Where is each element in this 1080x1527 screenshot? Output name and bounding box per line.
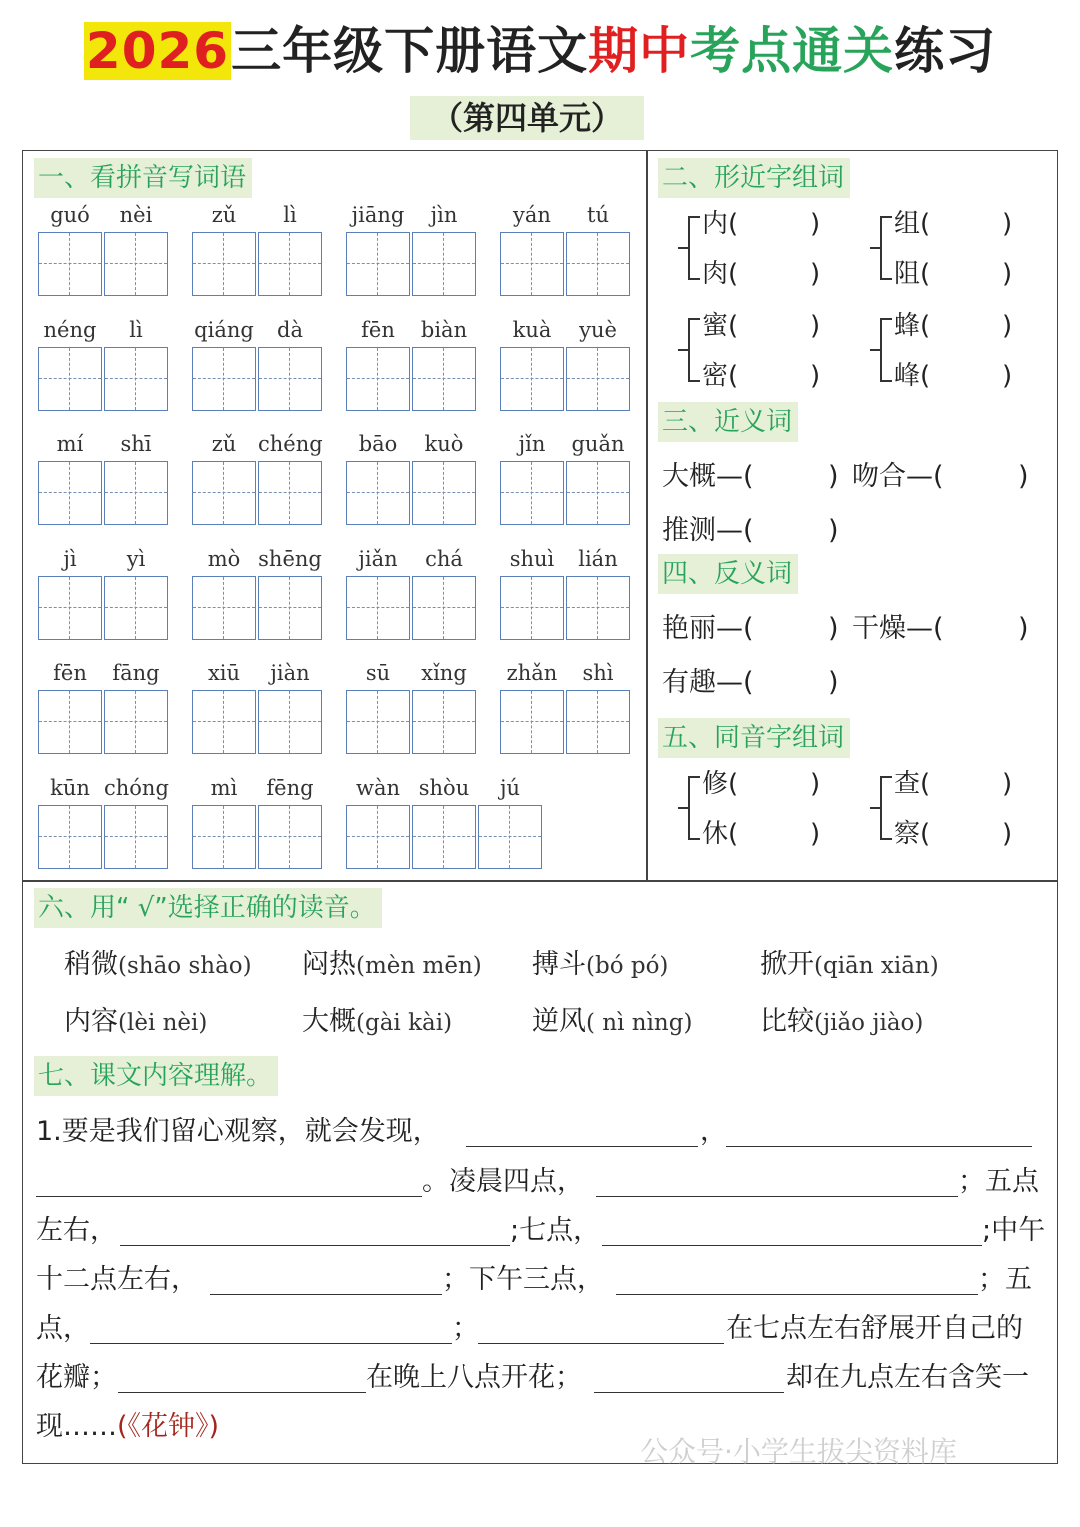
text-line: 1.要是我们留心观察，就会发现， bbox=[36, 1116, 440, 1147]
tianzige-box[interactable] bbox=[412, 347, 476, 411]
text-line: 在晚上八点开花； bbox=[366, 1362, 582, 1393]
text-line: ； bbox=[452, 1313, 479, 1344]
brace bbox=[688, 776, 700, 840]
text-line: ， bbox=[700, 1116, 727, 1147]
pinyin-label: shuì bbox=[509, 546, 555, 571]
tianzige-box[interactable] bbox=[500, 576, 564, 640]
pinyin-label: nèi bbox=[119, 203, 153, 227]
char-item: 肉( bbox=[702, 259, 739, 289]
text-line: 十二点左右， bbox=[36, 1264, 198, 1295]
tianzige-box[interactable] bbox=[192, 461, 256, 525]
pinyin-label: jìn bbox=[430, 203, 458, 227]
pinyin-label: néng bbox=[43, 317, 97, 342]
text-line: 。凌晨四点， bbox=[422, 1166, 584, 1197]
tianzige-box[interactable] bbox=[500, 690, 564, 754]
pinyin-label: jú bbox=[499, 775, 521, 800]
answer-blank[interactable] bbox=[120, 1245, 510, 1246]
pinyin-label: kūn bbox=[50, 775, 90, 800]
tianzige-box[interactable] bbox=[38, 461, 102, 525]
paren-close: ) bbox=[1018, 613, 1029, 644]
page-title bbox=[0, 18, 1080, 84]
section4-header: 四、反义词 bbox=[658, 554, 798, 594]
page-subtitle: （第四单元） bbox=[410, 96, 644, 140]
paren-close: ) bbox=[1002, 311, 1013, 341]
text-line: ；五点 bbox=[958, 1166, 1039, 1197]
paren-close: ) bbox=[828, 515, 839, 546]
brace-tip bbox=[678, 807, 688, 809]
char-item: 查( bbox=[894, 769, 931, 799]
paren-close: ) bbox=[810, 819, 821, 849]
tianzige-box[interactable] bbox=[346, 690, 410, 754]
pinyin-label: jiàn bbox=[270, 661, 310, 685]
tianzige-box[interactable] bbox=[346, 461, 410, 525]
tianzige-box[interactable] bbox=[192, 576, 256, 640]
pinyin-label: fāng bbox=[112, 661, 160, 685]
answer-blank[interactable] bbox=[602, 1245, 982, 1246]
pinyin-label: shì bbox=[582, 661, 614, 685]
paren-close: ) bbox=[810, 769, 821, 799]
section6-header: 六、用“ √”选择正确的读音。 bbox=[34, 888, 382, 928]
answer-blank[interactable] bbox=[478, 1343, 724, 1344]
pinyin-label: kuà bbox=[512, 317, 552, 342]
char-item: 察( bbox=[894, 819, 931, 849]
pinyin-label: bāo bbox=[358, 432, 398, 456]
tianzige-box[interactable] bbox=[346, 347, 410, 411]
tianzige-box[interactable] bbox=[258, 576, 322, 640]
pinyin-label: lì bbox=[129, 317, 143, 342]
pinyin-label: mí bbox=[56, 432, 84, 456]
tianzige-box[interactable] bbox=[258, 805, 322, 869]
pinyin-label: lián bbox=[578, 546, 618, 571]
text-line: ；下午三点， bbox=[442, 1264, 604, 1295]
tianzige-box[interactable] bbox=[38, 347, 102, 411]
paren-close: ) bbox=[810, 259, 821, 289]
answer-blank[interactable] bbox=[726, 1146, 1032, 1147]
pinyin-label: zhǎn bbox=[506, 661, 558, 685]
paren-close: ) bbox=[1002, 209, 1013, 239]
pinyin-label: zǔ bbox=[211, 432, 237, 456]
pinyin-label: xiū bbox=[207, 661, 241, 685]
pinyin-label: qiáng bbox=[194, 317, 254, 342]
pinyin-label: wàn bbox=[355, 775, 401, 800]
watermark: 公众号·小学生拔尖资料库 bbox=[640, 1435, 957, 1468]
pinyin-label: lì bbox=[283, 203, 297, 227]
char-item: 峰( bbox=[894, 361, 931, 391]
tianzige-box[interactable] bbox=[258, 232, 322, 296]
brace-tip bbox=[870, 349, 880, 351]
tianzige-box[interactable] bbox=[38, 805, 102, 869]
text-line: ;中午 bbox=[982, 1215, 1046, 1246]
pinyin-label: guó bbox=[50, 203, 90, 227]
source-title: (《花钟》) bbox=[117, 1411, 220, 1442]
paren-close: ) bbox=[810, 311, 821, 341]
tianzige-box[interactable] bbox=[412, 461, 476, 525]
text-line: ;七点， bbox=[510, 1215, 601, 1246]
tianzige-box[interactable] bbox=[38, 690, 102, 754]
tianzige-box[interactable] bbox=[500, 347, 564, 411]
tianzige-box[interactable] bbox=[258, 347, 322, 411]
section2-header: 二、形近字组词 bbox=[658, 158, 850, 198]
tianzige-box[interactable] bbox=[412, 690, 476, 754]
reading-item[interactable]: 比较(jiǎo jiào) bbox=[760, 1006, 924, 1037]
tianzige-box[interactable] bbox=[104, 805, 168, 869]
tianzige-box[interactable] bbox=[566, 576, 630, 640]
pinyin-label: tú bbox=[587, 203, 609, 227]
tianzige-box[interactable] bbox=[500, 232, 564, 296]
char-item: 蜜( bbox=[702, 311, 739, 341]
pinyin-label: mì bbox=[210, 775, 238, 800]
pinyin-label: chá bbox=[425, 546, 463, 571]
section1-header: 一、看拼音写词语 bbox=[34, 158, 252, 198]
tianzige-box[interactable] bbox=[500, 461, 564, 525]
char-item: 密( bbox=[702, 361, 739, 391]
tianzige-box[interactable] bbox=[478, 805, 542, 869]
column-divider bbox=[646, 150, 648, 881]
answer-blank[interactable] bbox=[596, 1196, 958, 1197]
tianzige-box[interactable] bbox=[104, 232, 168, 296]
brace-tip bbox=[678, 349, 688, 351]
pinyin-label: jǐn bbox=[518, 432, 546, 456]
brace-tip bbox=[678, 247, 688, 249]
pinyin-label: yán bbox=[513, 203, 551, 227]
brace bbox=[688, 318, 700, 382]
tianzige-box[interactable] bbox=[192, 805, 256, 869]
pinyin-label: fēn bbox=[361, 317, 395, 342]
reading-item[interactable]: 稍微(shāo shào) bbox=[64, 949, 252, 980]
char-item: 修( bbox=[702, 769, 739, 799]
text-line: 点， bbox=[36, 1313, 90, 1344]
paren-close: ) bbox=[828, 613, 839, 644]
text-line: 在七点左右舒展开自己的 bbox=[726, 1313, 1023, 1344]
title-part2: 期中 bbox=[588, 22, 691, 80]
text-line: 却在九点左右含笑一 bbox=[786, 1362, 1029, 1393]
answer-blank[interactable] bbox=[90, 1343, 452, 1344]
pinyin-label: jì bbox=[63, 546, 77, 571]
tianzige-box[interactable] bbox=[258, 690, 322, 754]
pinyin-label: yuè bbox=[579, 317, 617, 342]
answer-blank[interactable] bbox=[36, 1196, 422, 1197]
synonym-item: 吻合—( bbox=[852, 461, 944, 492]
pinyin-label: kuò bbox=[424, 432, 464, 456]
brace-tip bbox=[870, 247, 880, 249]
paren-close: ) bbox=[810, 209, 821, 239]
brace-tip bbox=[870, 807, 880, 809]
tianzige-box[interactable] bbox=[566, 461, 630, 525]
tianzige-box[interactable] bbox=[192, 690, 256, 754]
pinyin-label: jiāng bbox=[351, 203, 405, 227]
tianzige-box[interactable] bbox=[192, 347, 256, 411]
answer-blank[interactable] bbox=[466, 1146, 698, 1147]
tianzige-box[interactable] bbox=[258, 461, 322, 525]
tianzige-box[interactable] bbox=[104, 347, 168, 411]
antonym-item: 艳丽—( bbox=[662, 613, 754, 644]
pinyin-label: dà bbox=[277, 317, 303, 342]
pinyin-label: sū bbox=[365, 661, 391, 685]
text-line: 花瓣； bbox=[36, 1362, 117, 1393]
title-part1: 三年级下册语文 bbox=[231, 22, 589, 80]
answer-blank[interactable] bbox=[210, 1294, 442, 1295]
char-item: 内( bbox=[702, 209, 739, 239]
answer-blank[interactable] bbox=[616, 1294, 978, 1295]
tianzige-box[interactable] bbox=[346, 232, 410, 296]
text-line: ；五 bbox=[978, 1264, 1032, 1295]
reading-item[interactable]: 闷热(mèn mēn) bbox=[302, 949, 482, 980]
pinyin-label: fēng bbox=[266, 775, 314, 800]
tianzige-box[interactable] bbox=[192, 232, 256, 296]
tianzige-box[interactable] bbox=[346, 576, 410, 640]
title-year: 2026 bbox=[85, 22, 230, 80]
section3-header: 三、近义词 bbox=[658, 402, 798, 442]
paren-close: ) bbox=[828, 667, 839, 698]
pinyin-label: fēn bbox=[53, 661, 87, 685]
reading-item[interactable]: 掀开(qiān xiān) bbox=[760, 949, 939, 980]
tianzige-box[interactable] bbox=[104, 576, 168, 640]
paren-close: ) bbox=[1018, 461, 1029, 492]
tianzige-box[interactable] bbox=[566, 232, 630, 296]
brace bbox=[880, 776, 892, 840]
synonym-item: 推测—( bbox=[662, 515, 754, 546]
tianzige-box[interactable] bbox=[566, 347, 630, 411]
antonym-item: 有趣—( bbox=[662, 667, 754, 698]
section7-header: 七、课文内容理解。 bbox=[34, 1056, 278, 1096]
pinyin-label: shòu bbox=[418, 775, 470, 800]
pinyin-label: mò bbox=[207, 546, 241, 571]
tianzige-box[interactable] bbox=[104, 690, 168, 754]
reading-item[interactable]: 逆风( nì nìng) bbox=[532, 1006, 693, 1037]
pinyin-label: shī bbox=[120, 432, 152, 456]
antonym-item: 干燥—( bbox=[852, 613, 944, 644]
tianzige-box[interactable] bbox=[104, 461, 168, 525]
tianzige-box[interactable] bbox=[38, 232, 102, 296]
pinyin-label: xǐng bbox=[421, 661, 467, 685]
char-item: 休( bbox=[702, 819, 739, 849]
tianzige-box[interactable] bbox=[412, 805, 476, 869]
paren-close: ) bbox=[810, 361, 821, 391]
brace bbox=[688, 216, 700, 280]
answer-blank[interactable] bbox=[118, 1392, 366, 1393]
answer-blank[interactable] bbox=[594, 1392, 784, 1393]
paren-close: ) bbox=[1002, 819, 1013, 849]
synonym-item: 大概—( bbox=[662, 461, 754, 492]
pinyin-label: zǔ bbox=[211, 203, 237, 227]
tianzige-box[interactable] bbox=[346, 805, 410, 869]
pinyin-label: shēng bbox=[258, 546, 322, 571]
pinyin-label: chéng bbox=[258, 432, 323, 456]
reading-item[interactable]: 内容(lèi nèi) bbox=[64, 1006, 208, 1037]
paren-close: ) bbox=[1002, 769, 1013, 799]
pinyin-label: jiǎn bbox=[358, 546, 398, 571]
brace bbox=[880, 216, 892, 280]
section5-header: 五、同音字组词 bbox=[658, 718, 850, 758]
tianzige-box[interactable] bbox=[566, 690, 630, 754]
reading-item[interactable]: 大概(gài kài) bbox=[302, 1006, 453, 1037]
title-part4: 练习 bbox=[894, 22, 997, 80]
pinyin-label: guǎn bbox=[571, 432, 625, 456]
text-line: 左右， bbox=[36, 1215, 117, 1246]
paren-close: ) bbox=[828, 461, 839, 492]
text-line: 现……(《花钟》) bbox=[36, 1411, 220, 1442]
tianzige-box[interactable] bbox=[38, 576, 102, 640]
reading-item[interactable]: 搏斗(bó pó) bbox=[532, 949, 669, 980]
tianzige-box[interactable] bbox=[412, 576, 476, 640]
char-item: 组( bbox=[894, 209, 931, 239]
pinyin-label: yì bbox=[126, 546, 146, 571]
brace bbox=[880, 318, 892, 382]
paren-close: ) bbox=[1002, 259, 1013, 289]
pinyin-label: chóng bbox=[104, 775, 169, 800]
tianzige-box[interactable] bbox=[412, 232, 476, 296]
char-item: 蜂( bbox=[894, 311, 931, 341]
char-item: 阻( bbox=[894, 259, 931, 289]
title-part3: 考点通关 bbox=[690, 22, 895, 80]
pinyin-label: biàn bbox=[420, 317, 468, 342]
paren-close: ) bbox=[1002, 361, 1013, 391]
